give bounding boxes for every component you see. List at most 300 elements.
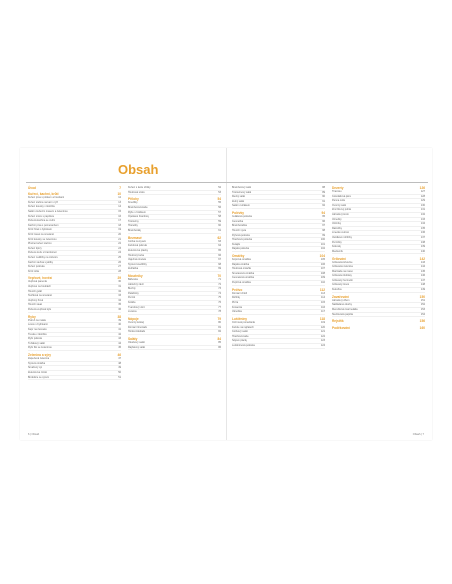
entry-page: 69: [218, 267, 221, 271]
entry-title: Pizza: [232, 301, 239, 305]
entry-title: Dýňová polévka: [232, 233, 250, 237]
entry-page: 138: [420, 240, 425, 244]
entry-title: Kuřecí špízy: [28, 246, 42, 250]
section-title: Vepřové, hovězí: [28, 276, 53, 281]
section-page: 104: [319, 254, 325, 259]
entry-page: 40: [118, 323, 121, 327]
entry-title: Palačinky: [128, 291, 139, 295]
entry-page: 53: [218, 190, 221, 194]
section-title: Zelenina a sýry: [28, 353, 52, 358]
entry-page: 77: [218, 305, 221, 309]
entry-page: 113: [321, 291, 325, 295]
section-page: 150: [419, 294, 425, 299]
entry-title: Panna cotta: [332, 199, 346, 203]
entry-page: 49: [118, 366, 121, 370]
entry-title: Svíčková na smetaně: [28, 294, 52, 298]
toc-column-3: [232, 186, 325, 349]
entry-title: Rajčatový salát: [128, 345, 145, 349]
section-page: 118: [319, 317, 325, 321]
entry-page: 56: [218, 205, 221, 209]
entry-page: 86: [218, 345, 221, 349]
entry-title: Bramboráky: [128, 228, 142, 232]
entry-title: Tvarohový dort: [128, 305, 145, 309]
entry-page: 80: [218, 321, 221, 324]
toc-entry: [232, 344, 325, 349]
entry-title: Kuřecí polévka: [28, 265, 45, 269]
entry-title: Kachní stehna s jablky: [28, 260, 54, 264]
entry-title: Focaccia: [232, 305, 243, 309]
entry-title: Hovězí vývar: [232, 228, 247, 232]
section-title: Kuřecí, kachní, krůtí: [28, 192, 59, 197]
entry-title: Marináda na maso: [332, 269, 353, 273]
entry-title: Grilovaná krkovice: [332, 260, 353, 264]
entry-title: Zelný salát: [232, 199, 245, 203]
entry-title: Sterilovaná paprika: [332, 312, 354, 316]
entry-page: 85: [218, 340, 221, 344]
entry-title: Krůtí rolka: [28, 269, 40, 273]
entry-page: 91: [322, 199, 325, 203]
section-page: 79: [217, 317, 221, 321]
section-page: 70: [217, 274, 221, 279]
entry-title: Fazolová polévka: [128, 244, 148, 248]
entry-page: 12: [118, 196, 121, 200]
toc-entry: [28, 376, 121, 381]
entry-page: 19: [118, 228, 121, 232]
entry-title: Losos s bylinkami: [28, 323, 48, 327]
entry-title: Rybí filé se zeleninou: [28, 346, 52, 350]
toc-entry: [28, 270, 121, 275]
entry-title: Kuřecí nudličky na zázvoru: [28, 255, 58, 259]
entry-page: 151: [420, 298, 425, 302]
entry-page: 18: [118, 223, 121, 227]
section-page: 54: [217, 197, 221, 202]
toc-entry: [128, 310, 221, 315]
entry-page: 41: [118, 328, 121, 331]
entry-title: Zeleninové placky: [128, 248, 149, 252]
entry-page: 59: [218, 219, 221, 223]
entry-title: Krůtí maso na smetaně: [28, 232, 54, 236]
entry-title: Opékané brambory: [128, 215, 150, 219]
entry-title: Rybí polévka: [28, 337, 43, 341]
entry-title: Řecký salát: [232, 195, 245, 199]
entry-page: 134: [420, 222, 425, 226]
toc-entry: [332, 288, 425, 293]
entry-title: Cizrnová pomazánka: [232, 321, 256, 324]
entry-page: 114: [321, 296, 325, 300]
entry-title: Treska v těstíčku: [28, 332, 47, 336]
entry-page: 116: [321, 305, 325, 309]
entry-page: 121: [320, 330, 325, 334]
entry-title: Pepřová omáčka: [232, 281, 251, 285]
entry-title: Vaječná omeleta: [128, 258, 147, 262]
entry-page: 108: [320, 271, 325, 275]
entry-title: Ovocný salát: [332, 203, 347, 207]
entry-page: 52: [218, 186, 221, 189]
page-title: Obsah: [118, 162, 159, 177]
entry-page: 109: [320, 276, 325, 280]
entry-title: Perníčky: [332, 240, 342, 244]
toc-entry: [232, 204, 325, 209]
entry-title: Rýže s hráškem: [128, 210, 146, 214]
entry-title: Grilovaný hermelín: [332, 278, 353, 282]
section-page: 7: [119, 186, 121, 190]
section-title: Moučníky: [128, 274, 143, 279]
entry-title: Pečená kachna se zelím: [28, 219, 56, 223]
toc-column-2: [128, 186, 221, 350]
entry-title: Kachní prsa s pomerančem: [28, 223, 59, 227]
entry-title: Pečená vepřová kýta: [28, 308, 52, 312]
entry-page: 30: [118, 280, 121, 284]
entry-page: 92: [322, 204, 325, 208]
entry-page: 96: [322, 219, 325, 223]
entry-title: Krůtí kousky se zeleninou: [28, 237, 57, 241]
entry-page: 42: [118, 332, 121, 336]
section-title: Saláty: [128, 336, 138, 341]
entry-title: Koprová omáčka: [232, 258, 251, 262]
entry-page: 144: [420, 265, 425, 269]
entry-page: 128: [420, 194, 425, 198]
entry-title: Salát s kuřecím masem a zeleninou: [28, 209, 68, 213]
entry-page: 153: [420, 308, 425, 312]
section-page: 94: [321, 211, 325, 216]
entry-page: 22: [118, 242, 121, 246]
entry-title: Sójové placky: [232, 339, 248, 343]
entry-page: 123: [320, 339, 325, 343]
entry-title: Kukuřice: [332, 288, 342, 292]
section-page: 62: [217, 235, 221, 240]
entry-page: 102: [320, 247, 325, 251]
section-title: Nápoje: [128, 317, 139, 321]
entry-title: Česneková omáčka: [232, 276, 254, 280]
entry-title: Grilovaný losos: [332, 283, 350, 287]
entry-page: 75: [218, 296, 221, 300]
entry-page: 145: [420, 269, 425, 273]
section-page: 160: [419, 325, 425, 330]
entry-title: Česnečka: [232, 219, 244, 223]
entry-page: 122: [320, 334, 325, 338]
entry-page: 146: [420, 274, 425, 278]
entry-title: Hrachová polévka: [232, 238, 253, 242]
entry-page: 90: [322, 195, 325, 199]
toc-entry: [28, 346, 121, 351]
entry-title: Kuřecí směs s paprikou: [28, 214, 55, 218]
section-title: Polévky: [232, 211, 245, 216]
entry-title: Vepřové na houbách: [28, 285, 51, 289]
entry-page: 39: [118, 318, 121, 322]
entry-page: 130: [420, 203, 425, 207]
section-title: Přílohy: [128, 197, 139, 202]
toc-entry: [128, 229, 221, 234]
entry-page: 51: [118, 375, 121, 379]
entry-page: 36: [118, 308, 121, 312]
entry-title: Smetanová omáčka: [232, 271, 255, 275]
entry-title: Jablečný závin: [128, 282, 145, 286]
entry-title: Ovocný koktejl: [128, 321, 145, 324]
entry-title: Jahodový krém: [332, 212, 349, 216]
entry-page: 115: [321, 301, 325, 305]
toc-entry: [332, 250, 425, 255]
entry-title: Gulášová polévka: [232, 215, 252, 219]
toc-entry: [128, 267, 221, 272]
entry-title: Čočka na kyselo: [128, 239, 147, 243]
entry-title: Kuřecí kousky v těstíčku: [28, 205, 55, 209]
section-page: 46: [117, 353, 121, 358]
section-title: Pečivo: [232, 287, 243, 292]
entry-page: 45: [118, 346, 121, 350]
entry-page: 107: [320, 267, 325, 271]
entry-page: 120: [320, 325, 325, 329]
entry-page: 98: [322, 228, 325, 232]
section-page: 10: [117, 192, 121, 197]
entry-title: Domácí limonáda: [128, 325, 148, 329]
entry-page: 110: [321, 281, 325, 285]
entry-page: 23: [118, 246, 121, 250]
entry-title: Kulajda: [232, 242, 241, 246]
entry-page: 140: [420, 249, 425, 253]
entry-page: 47: [118, 357, 121, 361]
entry-page: 67: [218, 258, 221, 262]
entry-page: 129: [420, 199, 425, 203]
page-fold: [226, 148, 227, 440]
entry-page: 32: [118, 289, 121, 293]
entry-page: 101: [320, 242, 325, 246]
entry-title: Čočkový salát: [232, 330, 248, 334]
toc-column-4: [332, 186, 425, 330]
section-title: Zavařování: [332, 294, 349, 299]
entry-title: Houbová směs: [128, 190, 145, 194]
entry-page: 143: [420, 260, 425, 264]
entry-page: 65: [218, 248, 221, 252]
entry-page: 21: [118, 237, 121, 241]
section-title: Bezmasé: [128, 235, 142, 240]
toc-column-1: [28, 186, 121, 380]
entry-page: 34: [118, 298, 121, 302]
toc-entry: [232, 247, 325, 252]
section-page: 112: [319, 287, 325, 292]
toc-entry: [232, 310, 325, 315]
entry-page: 133: [420, 217, 425, 221]
entry-page: 44: [118, 341, 121, 345]
entry-page: 64: [218, 244, 221, 248]
entry-title: Bramborová kaše: [128, 205, 148, 209]
entry-title: Rakvičky: [332, 226, 343, 230]
entry-page: 60: [218, 224, 221, 228]
entry-title: Kuřecí s kešu oříšky: [128, 186, 151, 189]
entry-title: Kokosky: [332, 245, 342, 249]
section-page: 142: [419, 256, 425, 261]
entry-title: Grilovaná zelenina: [332, 265, 353, 269]
entry-title: Pečené kuře s bramborem: [28, 251, 58, 255]
entry-page: 57: [218, 210, 221, 214]
entry-page: 137: [420, 235, 425, 239]
entry-title: Bramboračka: [232, 224, 247, 228]
entry-page: 119: [321, 321, 325, 324]
entry-page: 48: [118, 361, 121, 365]
entry-page: 27: [118, 265, 121, 269]
entry-title: Houbový kuba: [128, 253, 144, 257]
entry-title: Hranolky: [128, 224, 138, 228]
entry-title: Krůtí řízek s bylinkami: [28, 228, 53, 232]
entry-title: Tuňákový salát: [28, 341, 45, 345]
entry-title: Lívance: [128, 310, 137, 314]
entry-page: 88: [322, 186, 325, 189]
entry-page: 61: [218, 228, 221, 232]
section-page: 126: [419, 186, 425, 190]
entry-title: Perník: [128, 296, 136, 300]
entry-title: Buchty: [128, 287, 136, 291]
entry-title: Rajská polévka: [232, 247, 249, 251]
entry-title: Kuřecí prsa s pórkem a houbami: [28, 196, 65, 200]
entry-page: 127: [420, 190, 425, 193]
entry-page: 58: [218, 215, 221, 219]
entry-page: 131: [420, 208, 425, 212]
entry-page: 72: [218, 282, 221, 286]
entry-title: Okurkový salát: [128, 340, 145, 344]
section-page: 38: [117, 314, 121, 319]
entry-page: 68: [218, 262, 221, 266]
entry-page: 76: [218, 301, 221, 305]
entry-page: 28: [118, 269, 121, 273]
entry-title: Rohlíky: [232, 296, 241, 300]
entry-page: 154: [420, 312, 425, 316]
entry-title: Fazole na rajčatech: [232, 325, 254, 329]
section-page: 29: [117, 276, 121, 281]
entry-title: Bábovka: [128, 278, 138, 282]
entry-page: 148: [420, 283, 425, 287]
entry-title: Vepřová panenka: [28, 280, 48, 284]
entry-title: Jahodový džem: [332, 298, 350, 302]
entry-page: 31: [118, 285, 121, 289]
entry-page: 74: [218, 291, 221, 295]
entry-page: 17: [118, 219, 121, 223]
entry-page: 135: [420, 226, 425, 230]
entry-title: Kapr na česneku: [28, 328, 47, 331]
entry-title: Tiramisu: [332, 190, 342, 193]
title-rule: [26, 182, 428, 183]
entry-title: Zapečená zelenina: [28, 357, 50, 361]
entry-title: Zelňačka: [128, 267, 139, 271]
section-title: Ryby: [28, 314, 36, 319]
entry-title: Horká čokoláda: [128, 330, 146, 334]
toc-section-heading: [332, 319, 425, 323]
entry-page: 14: [118, 205, 121, 209]
entry-page: 152: [420, 303, 425, 307]
entry-page: 43: [118, 337, 121, 341]
entry-page: 81: [218, 325, 221, 329]
entry-page: 124: [320, 343, 325, 347]
entry-page: 20: [118, 232, 121, 236]
entry-title: Bramborový salát: [232, 186, 252, 189]
entry-title: Grilované klobásy: [332, 274, 352, 278]
entry-title: Vepřový řízek: [28, 298, 44, 302]
book-spread: [20, 148, 432, 440]
entry-page: 117: [321, 310, 325, 314]
entry-title: Domácí chléb: [232, 291, 248, 295]
section-title: Dezerty: [332, 186, 344, 190]
entry-title: Linecké cukroví: [332, 231, 350, 235]
section-title: Luštěniny: [232, 317, 248, 321]
entry-page: 25: [118, 255, 121, 259]
entry-title: Sýrová omáčka: [28, 361, 46, 365]
section-title: Omáčky: [232, 254, 245, 259]
entry-title: Věnečky: [332, 217, 342, 221]
toc-section-heading: [332, 326, 425, 330]
entry-title: Smažený sýr: [28, 366, 43, 370]
entry-title: Plněné kuřecí stehno: [28, 242, 52, 246]
entry-page: 78: [218, 310, 221, 314]
entry-title: Brokolice se sýrem: [28, 375, 50, 379]
entry-page: 35: [118, 303, 121, 307]
entry-title: Nakládané okurky: [332, 303, 353, 307]
entry-title: Pstruh na másle: [28, 318, 47, 322]
entry-page: 106: [320, 262, 325, 266]
entry-title: Rajská omáčka: [232, 262, 250, 266]
entry-page: 139: [420, 245, 425, 249]
entry-title: Koláče: [128, 301, 136, 305]
entry-page: 73: [218, 287, 221, 291]
toc-section-heading: [28, 186, 121, 190]
entry-page: 55: [218, 201, 221, 205]
entry-page: 16: [118, 214, 121, 218]
section-page: 84: [217, 336, 221, 341]
toc-entry: [332, 313, 425, 318]
entry-page: 33: [118, 294, 121, 298]
toc-entry: [128, 346, 221, 351]
toc-entry: [128, 330, 221, 335]
entry-page: 99: [322, 233, 325, 237]
entry-page: 15: [118, 209, 121, 213]
entry-title: Hovězí guláš: [28, 289, 43, 293]
entry-title: Kuřecí stehna na kari s rýží: [28, 200, 59, 204]
entry-title: Sýrové knedlíčky: [128, 262, 147, 266]
entry-title: Medovník: [332, 249, 343, 253]
entry-page: 13: [118, 200, 121, 204]
entry-page: 82: [218, 330, 221, 334]
entry-page: 66: [218, 253, 221, 257]
entry-page: 26: [118, 260, 121, 264]
footer-right: Obsah | 7: [412, 433, 424, 436]
entry-title: Luštěninová polévka: [232, 343, 255, 347]
section-title: Poděkování: [332, 325, 350, 330]
entry-page: 105: [320, 258, 325, 262]
toc-entry: [128, 191, 221, 196]
entry-page: 71: [218, 278, 221, 282]
entry-title: Čokoládová pěna: [332, 194, 352, 198]
entry-title: Salát s tuňákem: [232, 204, 250, 208]
entry-title: Těstoviny: [128, 219, 139, 223]
entry-title: Hovězí steak: [28, 303, 43, 307]
section-title: Úvod: [28, 186, 36, 190]
entry-page: 89: [322, 190, 325, 194]
entry-title: Vánočka: [232, 310, 242, 314]
entry-title: Hrachová kaše: [232, 334, 249, 338]
entry-page: 147: [420, 278, 425, 282]
entry-title: Meruňková marmeláda: [332, 308, 358, 312]
entry-page: 24: [118, 251, 121, 255]
entry-title: Vanilkové rohlíčky: [332, 235, 352, 239]
entry-title: Zeleninové rizoto: [28, 370, 48, 374]
entry-title: Těstovinový salát: [232, 190, 252, 194]
entry-page: 95: [322, 215, 325, 219]
entry-page: 136: [420, 231, 425, 235]
entry-title: Knedlíky: [128, 201, 138, 205]
entry-page: 97: [322, 224, 325, 228]
entry-title: Větrníky: [332, 222, 342, 226]
entry-title: Houbová omáčka: [232, 267, 252, 271]
entry-page: 63: [218, 239, 221, 243]
entry-title: Zmrzlinový pohár: [332, 208, 352, 212]
section-title: Grilování: [332, 256, 346, 261]
